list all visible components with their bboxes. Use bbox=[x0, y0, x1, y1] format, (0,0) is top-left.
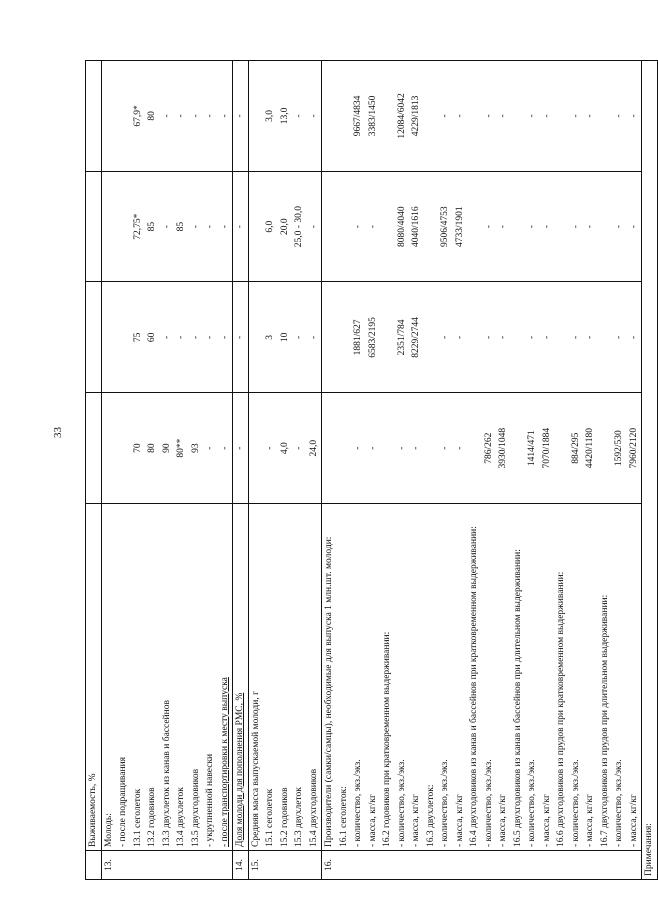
label-line: - масса, кг/кг bbox=[454, 794, 465, 847]
value-line: 4,0 bbox=[279, 442, 290, 455]
label-line: - масса, кг/кг bbox=[411, 794, 421, 847]
value-line: 3930/1048 bbox=[498, 427, 508, 469]
value-line: - bbox=[483, 335, 494, 339]
row-number: 14. bbox=[233, 851, 249, 880]
label-line: - количество, экз./экз. bbox=[527, 759, 537, 847]
label-line: - количество, экз./экз. bbox=[396, 759, 407, 847]
label-line: - после подращивания bbox=[118, 756, 128, 847]
value-line: - bbox=[498, 114, 508, 118]
value-line bbox=[424, 286, 439, 390]
header-value-cell bbox=[86, 393, 102, 504]
label-line: Молодь: bbox=[103, 813, 114, 847]
value-line: - bbox=[190, 114, 201, 118]
value-line: - bbox=[235, 114, 245, 118]
value-line: - bbox=[483, 114, 494, 118]
value-line: 13,0 bbox=[279, 107, 290, 125]
value-line: 6,0 bbox=[265, 220, 275, 233]
value-line: 7960/2120 bbox=[628, 427, 639, 469]
value-line: - bbox=[161, 335, 172, 339]
value-line bbox=[467, 175, 482, 279]
rotated-table-wrapper bbox=[85, 60, 654, 880]
data-table bbox=[85, 60, 658, 880]
value-line: - bbox=[628, 335, 639, 339]
value-line: - bbox=[205, 114, 215, 118]
value-line bbox=[511, 64, 526, 168]
value-line: 25,0 - 30,0 bbox=[294, 206, 304, 248]
value-line bbox=[249, 64, 264, 168]
value-line bbox=[467, 286, 482, 390]
label-line: 13.3 двухлеток из канав и бассейнов bbox=[161, 700, 172, 847]
value-line bbox=[554, 396, 569, 500]
value-line: - bbox=[367, 446, 378, 450]
value-line: - bbox=[483, 225, 494, 229]
value-line bbox=[511, 175, 526, 279]
value-line: - bbox=[498, 335, 508, 339]
value-line bbox=[249, 396, 264, 500]
value-cell bbox=[233, 171, 249, 282]
row-label bbox=[248, 504, 322, 851]
value-line: 4040/1616 bbox=[411, 206, 421, 247]
value-cell bbox=[248, 171, 322, 282]
value-line bbox=[424, 64, 439, 168]
value-line bbox=[102, 175, 117, 279]
value-line: 80 bbox=[147, 443, 157, 453]
value-line: - bbox=[440, 446, 450, 450]
value-line: 70 bbox=[132, 443, 143, 453]
header-row bbox=[86, 61, 102, 880]
value-line: 9667/4834 bbox=[353, 95, 363, 137]
value-line: - bbox=[628, 114, 639, 118]
label-line: - после транспортировки к месту выпуска bbox=[219, 677, 230, 847]
value-line: 8229/2744 bbox=[411, 317, 421, 358]
label-line: 13.2 годовиков bbox=[147, 787, 157, 847]
value-line bbox=[322, 286, 337, 390]
value-cell bbox=[322, 171, 642, 282]
value-line bbox=[511, 286, 526, 390]
label-line: - масса, кг/кг bbox=[628, 794, 639, 847]
value-line bbox=[337, 64, 352, 168]
value-line: - bbox=[541, 335, 552, 339]
value-line: - bbox=[585, 335, 595, 339]
value-line bbox=[598, 286, 613, 390]
value-line: 80** bbox=[176, 438, 186, 458]
value-line: - bbox=[570, 225, 581, 229]
value-line: 8080/4040 bbox=[396, 206, 407, 247]
value-line bbox=[380, 286, 395, 390]
value-line bbox=[116, 396, 131, 500]
header-num-cell bbox=[86, 851, 102, 880]
value-line: 2351/784 bbox=[396, 319, 407, 356]
value-line bbox=[102, 396, 117, 500]
label-line: - масса, кг/кг bbox=[367, 794, 378, 847]
label-line: - укрупненной навески bbox=[205, 753, 215, 847]
value-cell bbox=[322, 393, 642, 504]
value-line: 7070/1884 bbox=[541, 427, 552, 469]
value-line: - bbox=[541, 114, 552, 118]
value-line: - bbox=[190, 335, 201, 339]
value-line bbox=[554, 286, 569, 390]
value-line bbox=[467, 396, 482, 500]
page-number: 33 bbox=[52, 427, 64, 438]
value-line: 786/262 bbox=[483, 432, 494, 464]
value-line: - bbox=[527, 114, 537, 118]
value-line: 9506/4753 bbox=[440, 206, 450, 247]
table-row bbox=[233, 61, 249, 880]
value-line: - bbox=[498, 225, 508, 229]
footer-row bbox=[642, 61, 658, 880]
row-number: 16. bbox=[322, 851, 642, 880]
value-cell bbox=[233, 61, 249, 172]
header-value-cell bbox=[86, 61, 102, 172]
header-label-cell bbox=[86, 504, 102, 851]
value-line: 24,0 bbox=[308, 439, 319, 457]
value-cell bbox=[248, 282, 322, 393]
value-cell bbox=[101, 393, 233, 504]
value-line: - bbox=[205, 225, 215, 229]
value-line: - bbox=[454, 335, 465, 339]
value-line: - bbox=[570, 335, 581, 339]
label-line: 16.5 двухгодовиков из канав и бассейнов при длительном выдерживании: bbox=[512, 549, 523, 847]
value-line: - bbox=[454, 446, 465, 450]
value-line: - bbox=[235, 225, 245, 229]
value-line: - bbox=[235, 335, 245, 339]
value-line: 60 bbox=[147, 332, 157, 343]
value-line: 3 bbox=[265, 335, 275, 340]
value-cell bbox=[101, 282, 233, 393]
row-number: 15. bbox=[248, 851, 322, 880]
value-line: - bbox=[585, 114, 595, 118]
value-line: - bbox=[527, 225, 537, 229]
value-line: - bbox=[161, 114, 172, 118]
value-line bbox=[467, 64, 482, 168]
value-cell bbox=[248, 393, 322, 504]
value-line: 67,9* bbox=[132, 105, 143, 127]
header-value-cell bbox=[86, 171, 102, 282]
value-line: 20,0 bbox=[279, 218, 290, 235]
label-line: 13.1 сеголеток bbox=[132, 788, 143, 847]
value-line: - bbox=[265, 446, 275, 450]
label-line: - количество, экз./экз. bbox=[570, 759, 581, 847]
label-line: - масса, кг/кг bbox=[498, 794, 508, 847]
value-line: - bbox=[570, 114, 581, 118]
value-line: 85 bbox=[176, 221, 186, 232]
value-line: - bbox=[219, 446, 230, 450]
value-line bbox=[337, 175, 352, 279]
row-number: 13. bbox=[101, 851, 233, 880]
value-line bbox=[102, 286, 117, 390]
value-cell bbox=[101, 171, 233, 282]
value-cell bbox=[322, 282, 642, 393]
header-label: Выживаемость, % bbox=[88, 773, 98, 847]
value-line bbox=[102, 64, 117, 168]
value-cell bbox=[248, 61, 322, 172]
value-line: - bbox=[367, 225, 378, 229]
value-cell bbox=[233, 282, 249, 393]
footer-cell: Примечания: bbox=[642, 61, 658, 880]
value-line bbox=[380, 396, 395, 500]
label-line: 16.3 двухлеток: bbox=[425, 784, 436, 847]
value-line bbox=[511, 396, 526, 500]
value-line bbox=[598, 175, 613, 279]
table-row bbox=[248, 61, 322, 880]
label-line: 16.6 двухгодовиков из прудов при кратковременном выдерживании: bbox=[556, 571, 566, 847]
value-line: 4229/1813 bbox=[411, 95, 421, 137]
value-line: 90 bbox=[161, 443, 172, 453]
value-line: - bbox=[219, 335, 230, 339]
value-line bbox=[380, 64, 395, 168]
value-line bbox=[116, 175, 131, 279]
value-line: - bbox=[396, 446, 407, 450]
label-line: 15.4 двухгодовиков bbox=[308, 768, 319, 847]
value-line: - bbox=[308, 225, 319, 229]
value-line: 10 bbox=[279, 332, 290, 343]
label-line: 13.5 двухгодовиков bbox=[190, 768, 201, 847]
value-cell bbox=[233, 393, 249, 504]
value-line: - bbox=[628, 225, 639, 229]
label-line: 13.4 двухлеток bbox=[176, 787, 186, 847]
value-line: - bbox=[190, 225, 201, 229]
table-row bbox=[101, 61, 233, 880]
value-line bbox=[380, 175, 395, 279]
value-line: - bbox=[294, 446, 304, 450]
value-line: 884/295 bbox=[570, 432, 581, 464]
value-line: - bbox=[614, 114, 624, 118]
value-line: 80 bbox=[147, 111, 157, 121]
row-label bbox=[233, 504, 249, 851]
value-line bbox=[322, 175, 337, 279]
value-line: 4733/1901 bbox=[454, 206, 465, 247]
value-line: 1414/471 bbox=[527, 430, 537, 467]
value-line: - bbox=[219, 114, 230, 118]
value-line: 3,0 bbox=[265, 109, 275, 122]
value-line: - bbox=[585, 225, 595, 229]
value-line: 12084/6042 bbox=[396, 93, 407, 139]
value-line bbox=[337, 396, 352, 500]
value-line bbox=[116, 64, 131, 168]
label-line: 16.7 двухгодовиков из прудов при длительном выдерживании: bbox=[599, 594, 610, 847]
value-line: - bbox=[614, 335, 624, 339]
value-line: - bbox=[440, 335, 450, 339]
label-line: - масса, кг/кг bbox=[541, 794, 552, 847]
value-line: 72,75* bbox=[132, 213, 143, 240]
value-line bbox=[554, 175, 569, 279]
value-line: - bbox=[353, 446, 363, 450]
value-line bbox=[424, 396, 439, 500]
header-value-cell bbox=[86, 282, 102, 393]
label-line: - количество, экз./экз. bbox=[614, 759, 624, 847]
value-line: - bbox=[308, 335, 319, 339]
label-line: Доля молоди для пополнения РМС, % bbox=[235, 692, 245, 847]
value-line: - bbox=[353, 225, 363, 229]
value-line bbox=[337, 286, 352, 390]
label-line: 15.3 двухлеток bbox=[294, 787, 304, 847]
label-line: 16.4 двухгодовиков из канав и бассейнов при кратковременном выдерживании: bbox=[469, 526, 479, 847]
value-line bbox=[598, 64, 613, 168]
value-line: - bbox=[176, 335, 186, 339]
value-line bbox=[249, 175, 264, 279]
value-line: 4420/1180 bbox=[585, 427, 595, 469]
label-line: - количество, экз./экз. bbox=[483, 759, 494, 847]
value-line: - bbox=[176, 114, 186, 118]
value-line bbox=[598, 396, 613, 500]
value-line: 75 bbox=[132, 332, 143, 343]
row-label bbox=[322, 504, 642, 851]
value-line: 3383/1450 bbox=[367, 95, 378, 137]
value-line: - bbox=[308, 114, 319, 118]
label-line: - масса, кг/кг bbox=[585, 794, 595, 847]
value-line: - bbox=[541, 225, 552, 229]
value-line bbox=[322, 64, 337, 168]
value-line bbox=[424, 175, 439, 279]
value-line: - bbox=[235, 446, 245, 450]
value-line bbox=[554, 64, 569, 168]
value-line: - bbox=[161, 225, 172, 229]
row-label bbox=[101, 504, 233, 851]
value-line: 85 bbox=[147, 221, 157, 232]
value-line: - bbox=[527, 335, 537, 339]
value-line: - bbox=[294, 114, 304, 118]
label-line: 15.2 годовиков bbox=[279, 787, 290, 847]
label-line: Производители (самки/самцы), необходимые для выпуска 1 млн.шт. молоди: bbox=[324, 536, 334, 847]
value-line: - bbox=[614, 225, 624, 229]
label-line: Средняя масса выпускаемой молоди, г bbox=[250, 691, 261, 847]
value-line: - bbox=[205, 446, 215, 450]
value-cell bbox=[322, 61, 642, 172]
value-line bbox=[116, 286, 131, 390]
label-line: - количество, экз./экз. bbox=[440, 759, 450, 847]
value-line: - bbox=[205, 335, 215, 339]
value-line bbox=[249, 286, 264, 390]
value-cell bbox=[101, 61, 233, 172]
value-line: 6583/2195 bbox=[367, 317, 378, 358]
value-line: 93 bbox=[190, 443, 201, 453]
value-line: - bbox=[454, 114, 465, 118]
value-line: 1881/627 bbox=[353, 319, 363, 356]
label-line: 16.2 годовиков при кратковременном выдерживании: bbox=[382, 631, 392, 847]
label-line: 15.1 сеголеток bbox=[265, 788, 275, 847]
value-line: - bbox=[294, 335, 304, 339]
value-line: 1592/530 bbox=[614, 430, 624, 467]
table-row bbox=[322, 61, 642, 880]
value-line: - bbox=[440, 114, 450, 118]
label-line: - количество, экз./экз. bbox=[353, 759, 363, 847]
value-line: - bbox=[219, 225, 230, 229]
value-line bbox=[322, 396, 337, 500]
value-line: - bbox=[411, 446, 421, 450]
label-line: 16.1 сеголеток: bbox=[338, 786, 349, 847]
